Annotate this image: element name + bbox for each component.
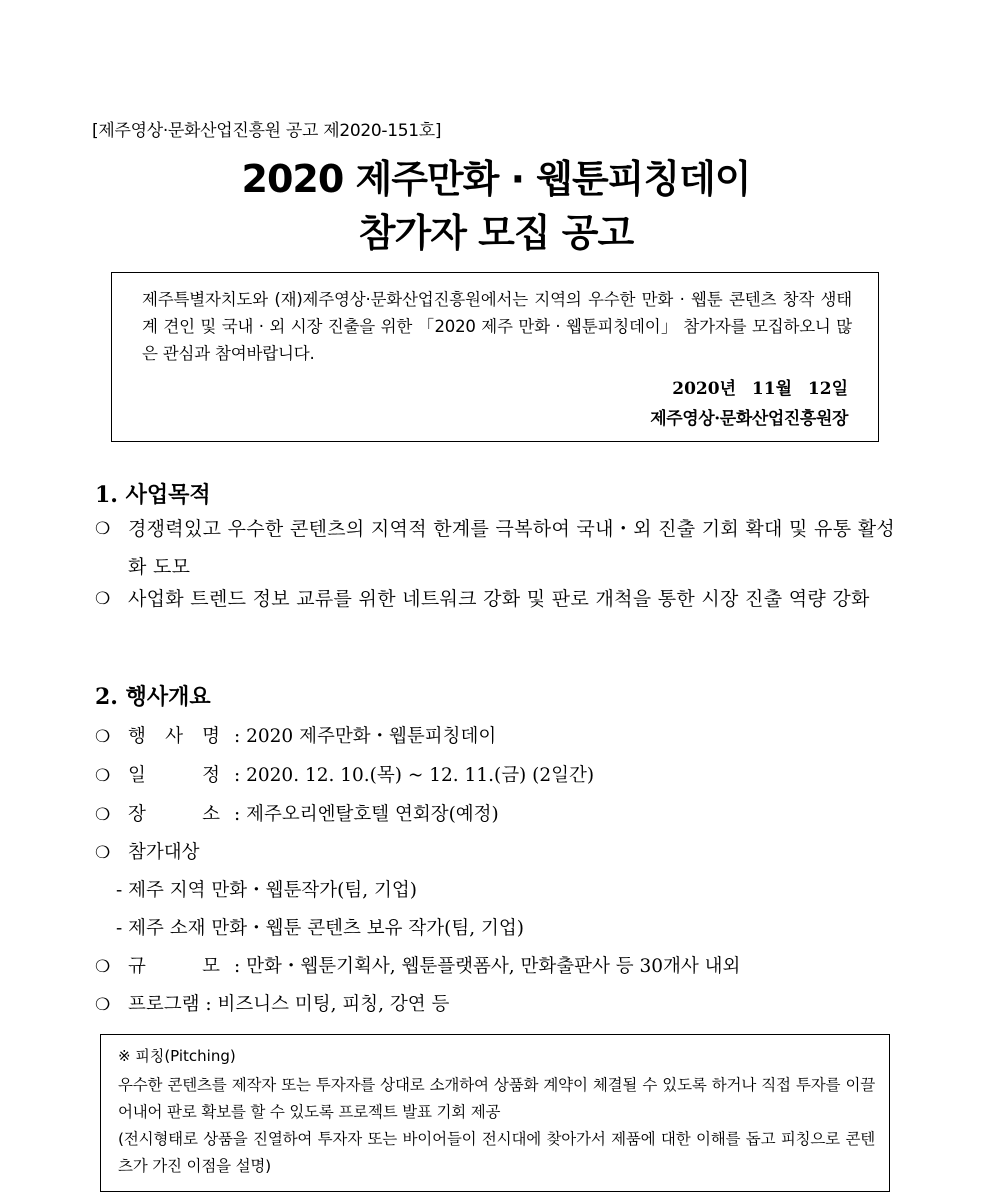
purpose-bullet <box>95 510 895 586</box>
overview-item-program <box>95 990 449 1020</box>
note-body <box>118 1072 875 1180</box>
overview-item-venue <box>95 800 499 830</box>
section-heading-purpose: 1. 사업목적 <box>95 482 211 508</box>
intro-issuer: 제주영상·문화산업진흥원장 <box>650 409 848 429</box>
item-label: 프로그램 <box>128 994 200 1015</box>
item-label: 규 모 <box>128 956 220 977</box>
item-label: 행 사 명 <box>128 726 220 747</box>
purpose-bullet-text: 경쟁력있고 우수한 콘텐츠의 지역적 한계를 극복하여 국내・외 진출 기회 확대 및 유통 활성화 도모 <box>128 518 895 578</box>
note-title: ※ 피칭(Pitching) <box>118 1047 236 1065</box>
item-value: : 비즈니스 미팅, 피칭, 강연 등 <box>205 994 450 1015</box>
page-title-line2: 참가자 모집 공고 <box>358 211 634 255</box>
overview-item-target <box>95 838 199 868</box>
item-label: 참가대상 <box>128 842 200 863</box>
intro-box <box>111 272 879 442</box>
circle-bullet-icon: ❍ <box>95 805 111 825</box>
overview-item-scale <box>95 952 740 982</box>
note-line: (전시형태로 상품을 진열하여 투자자 또는 바이어들이 전시대에 찾아가서 제품에 대한 이해를 돕고 피칭으로 콘텐츠가 가진 이점을 설명) <box>118 1130 876 1175</box>
circle-bullet-icon: ❍ <box>95 727 111 747</box>
note-line: 우수한 콘텐츠를 제작자 또는 투자자를 상대로 소개하여 상품화 계약이 체결될 수 있도록 하거나 직접 투자를 이끌어내어 판로 확보를 할 수 있도록 프로젝트 발표 기회 제공 <box>118 1076 875 1121</box>
purpose-bullet-text: 사업화 트렌드 정보 교류를 위한 네트워크 강화 및 판로 개척을 통한 시장 진출 역량 강화 <box>128 588 870 610</box>
overview-item-event-name <box>95 722 496 752</box>
circle-bullet-icon: ❍ <box>95 843 111 863</box>
target-sub-item: - 제주 소재 만화・웹툰 콘텐츠 보유 작가(팀, 기업) <box>116 918 524 939</box>
item-label: 장 소 <box>128 804 220 825</box>
circle-bullet-icon: ❍ <box>95 995 111 1015</box>
item-label: 일 정 <box>128 765 220 786</box>
intro-text: 제주특별자치도와 (재)제주영상·문화산업진흥원에서는 지역의 우수한 만화 · 웹툰 콘텐츠 창작 생태계 견인 및 국내 · 외 시장 진출을 위한 「2020 제주 만화 · 웹툰피칭데이」 참가자를 모집하오니 많은 관심과 참여바랍니다. <box>142 290 852 363</box>
purpose-bullet <box>95 580 895 618</box>
notice-number: [제주영상·문화산업진흥원 공고 제2020-151호] <box>92 121 442 141</box>
item-value: : 제주오리엔탈호텔 연회장(예정) <box>234 804 499 825</box>
item-value: : 2020 제주만화・웹툰피칭데이 <box>234 726 497 747</box>
intro-date: 2020년 11월 12일 <box>672 379 848 399</box>
circle-bullet-icon: ❍ <box>95 766 111 786</box>
circle-bullet-icon: ❍ <box>95 519 111 539</box>
circle-bullet-icon: ❍ <box>95 589 111 609</box>
item-value: : 만화・웹툰기획사, 웹툰플랫폼사, 만화출판사 등 30개사 내외 <box>234 956 741 977</box>
target-sub-item: - 제주 지역 만화・웹툰작가(팀, 기업) <box>116 880 417 901</box>
page-title-line1: 2020 제주만화 · 웹툰피칭데이 <box>241 157 751 201</box>
pitching-note-box <box>100 1034 890 1192</box>
circle-bullet-icon: ❍ <box>95 957 111 977</box>
item-value: : 2020. 12. 10.(목) ~ 12. 11.(금) (2일간) <box>234 765 595 786</box>
overview-item-schedule <box>95 761 594 791</box>
section-heading-overview: 2. 행사개요 <box>95 684 211 710</box>
